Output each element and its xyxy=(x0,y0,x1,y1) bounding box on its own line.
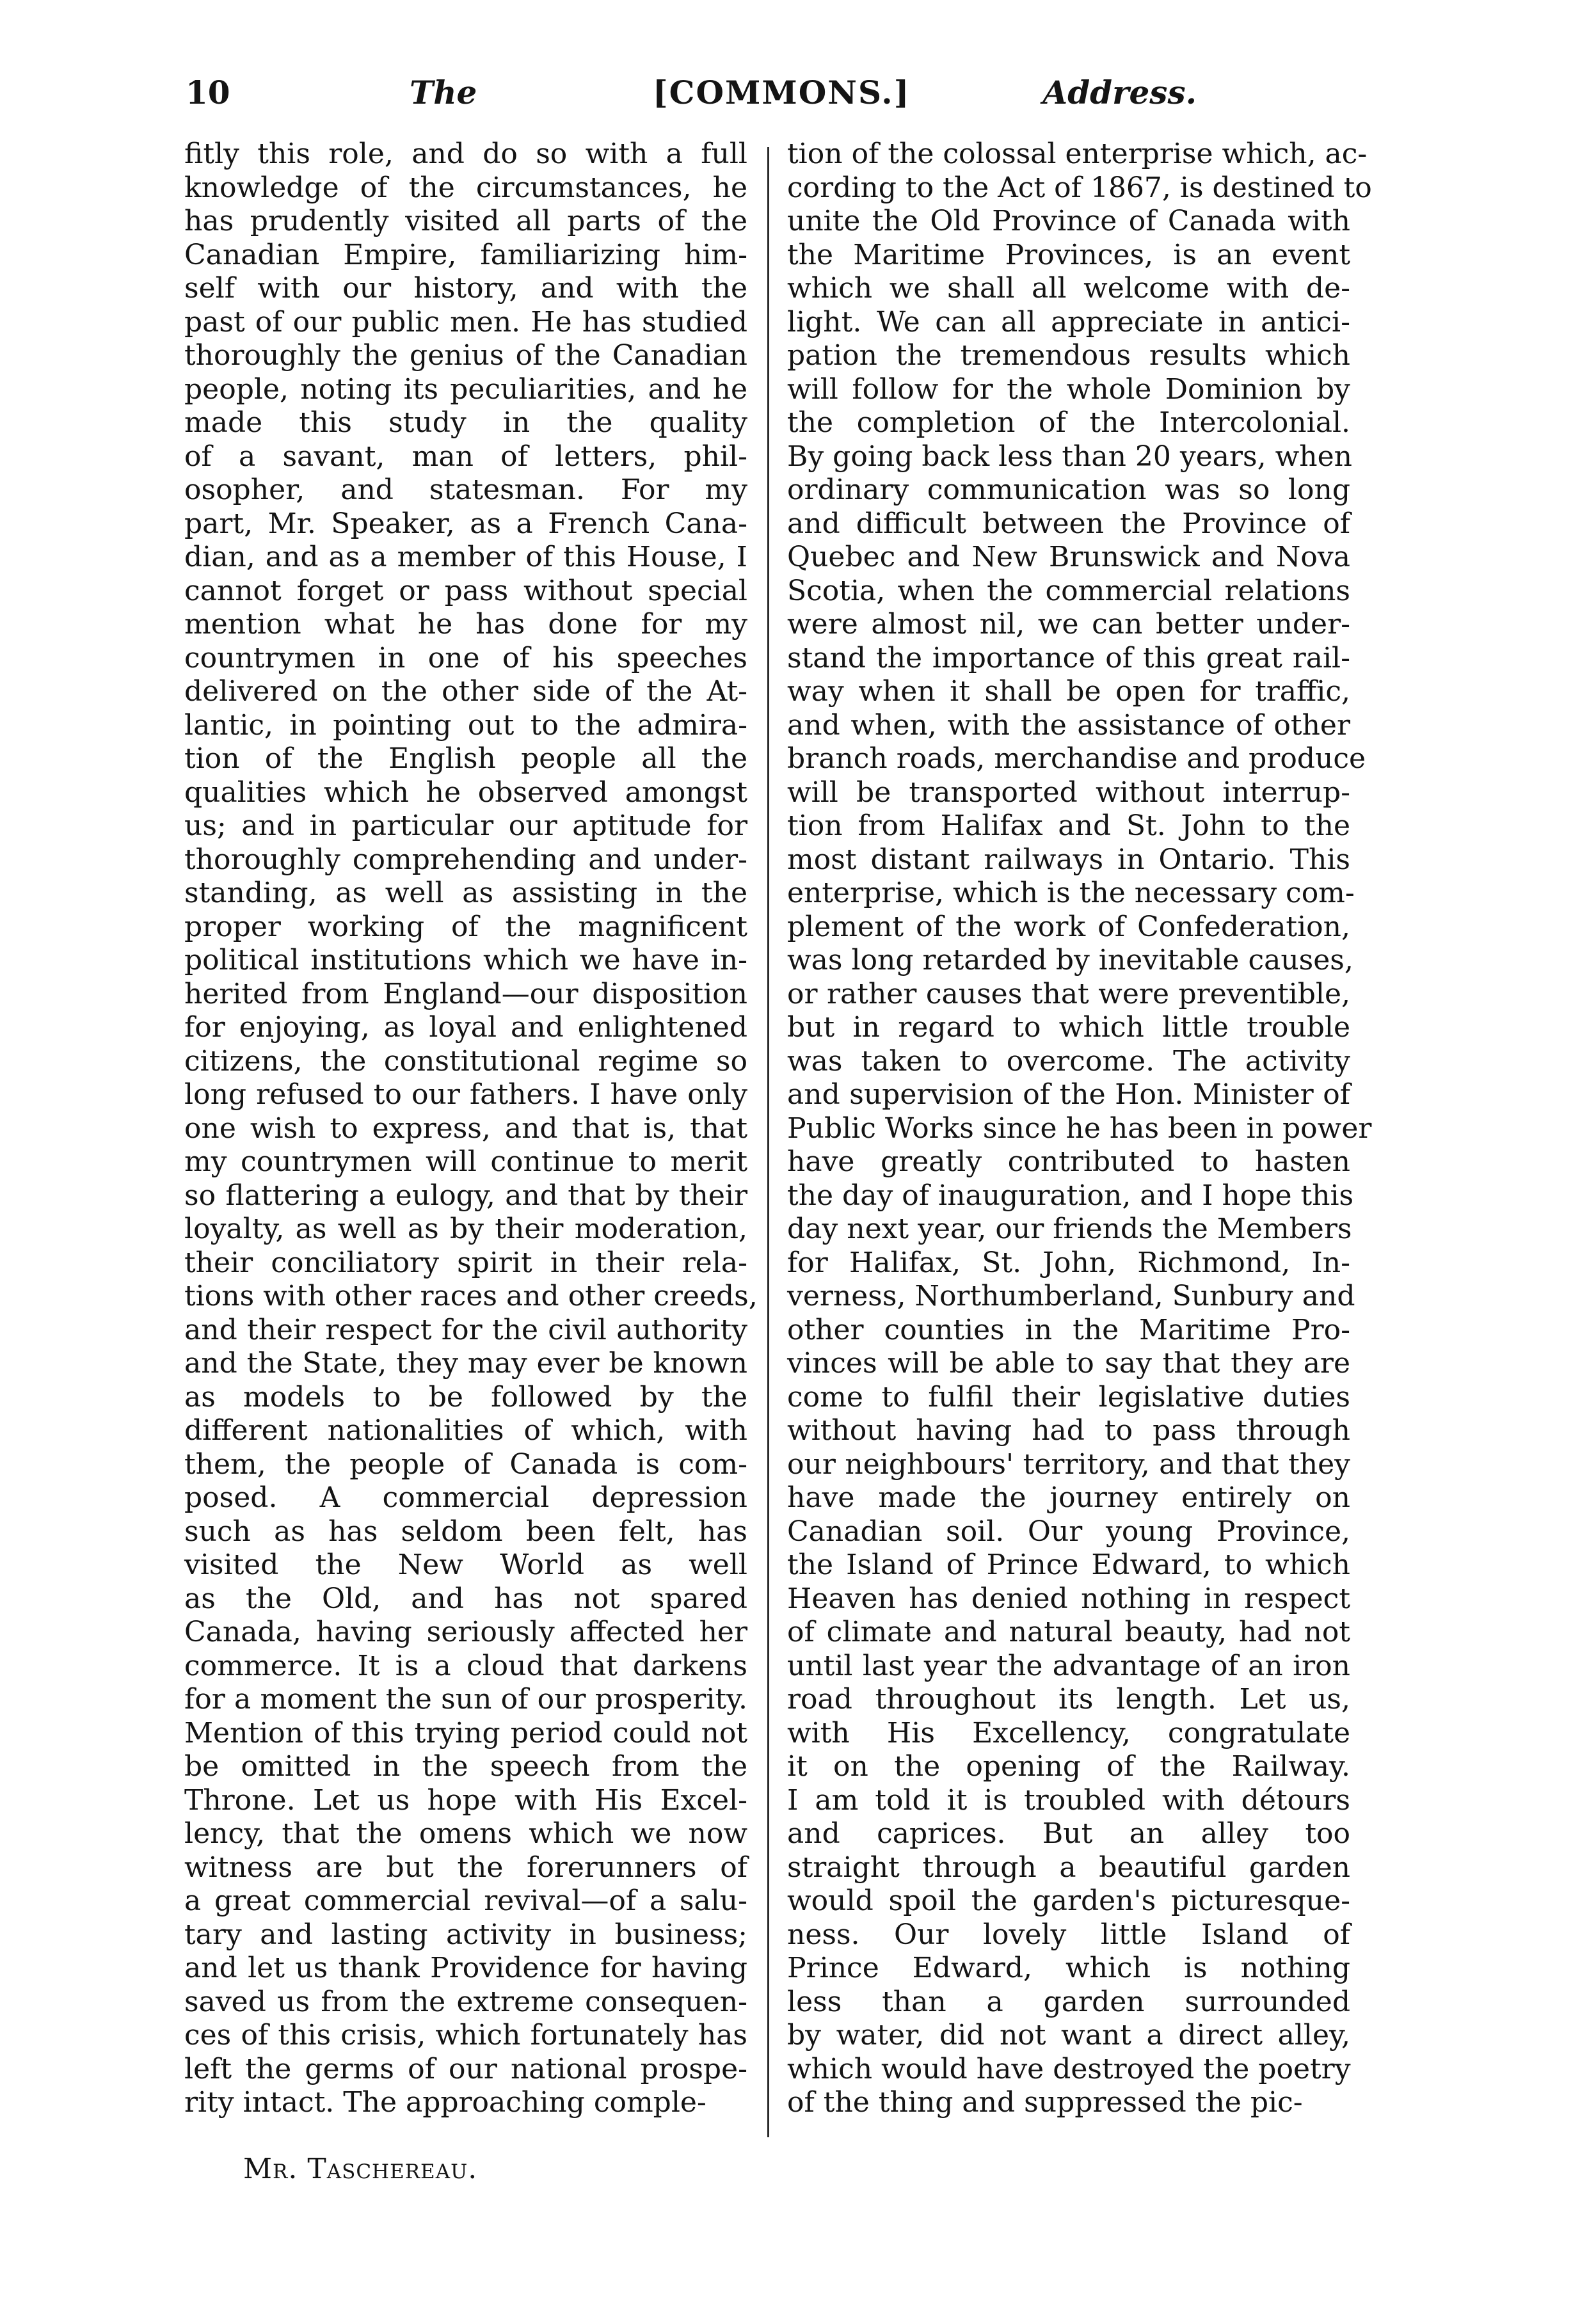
text-line: and caprices. But an alley too xyxy=(787,1817,1350,1850)
text-line: have greatly contributed to hasten xyxy=(787,1145,1350,1178)
text-line: stand the importance of this great rail- xyxy=(787,641,1350,674)
text-line: rity intact. The approaching comple- xyxy=(184,2086,706,2119)
text-line: left the germs of our national prospe- xyxy=(184,2052,747,2085)
speaker-signature: Mr. Taschereau. xyxy=(243,2153,478,2185)
text-line: ness. Our lovely little Island of xyxy=(787,1918,1350,1951)
text-line: herited from England—our disposition xyxy=(184,977,747,1010)
text-line: be omitted in the speech from the xyxy=(184,1750,747,1783)
text-line: of a savant, man of letters, phil- xyxy=(184,440,747,473)
text-line: cording to the Act of 1867, is destined to xyxy=(787,171,1372,204)
text-line: such as has seldom been felt, has xyxy=(184,1515,747,1548)
text-line: us; and in particular our aptitude for xyxy=(184,809,747,842)
text-line: the day of inauguration, and I hope this xyxy=(787,1179,1354,1212)
left-column xyxy=(184,138,758,2120)
text-line: and let us thank Providence for having xyxy=(184,1952,747,1984)
text-line: Scotia, when the commercial relations xyxy=(787,574,1350,607)
text-line: of the thing and suppressed the pic- xyxy=(787,2086,1303,2119)
text-line: as the Old, and has not spared xyxy=(184,1582,747,1615)
text-line: By going back less than 20 years, when xyxy=(787,440,1352,473)
text-line: which would have destroyed the poetry xyxy=(787,2052,1351,2085)
text-line: standing, as well as assisting in the xyxy=(184,877,747,909)
text-line: one wish to express, and that is, that xyxy=(184,1112,747,1145)
text-line: Canadian soil. Our young Province, xyxy=(787,1515,1350,1548)
text-line: was long retarded by inevitable causes, xyxy=(787,944,1353,976)
text-line: I am told it is troubled with détours xyxy=(787,1783,1350,1817)
text-line: but in regard to which little trouble xyxy=(787,1011,1350,1044)
text-line: would spoil the garden's picturesque- xyxy=(787,1885,1350,1917)
text-line: Throne. Let us hope with His Excel- xyxy=(184,1783,747,1817)
text-line: road throughout its length. Let us, xyxy=(787,1683,1350,1716)
text-line: Prince Edward, which is nothing xyxy=(787,1952,1350,1984)
text-line: for enjoying, as loyal and enlightened xyxy=(184,1011,747,1044)
text-line: Canada, having seriously affected her xyxy=(184,1616,747,1648)
text-line: qualities which he observed amongst xyxy=(184,776,747,809)
text-line: other counties in the Maritime Pro- xyxy=(787,1313,1350,1346)
running-title-left: The xyxy=(410,74,477,111)
text-line: it on the opening of the Railway. xyxy=(787,1750,1350,1783)
text-line: citizens, the constitutional regime so xyxy=(184,1044,747,1078)
text-line: were almost nil, we can better under- xyxy=(787,608,1350,641)
text-line: part, Mr. Speaker, as a French Cana- xyxy=(184,507,747,540)
text-line: fitly this role, and do so with a full xyxy=(184,138,747,170)
text-line: lantic, in pointing out to the admira- xyxy=(184,708,747,742)
text-line: Quebec and New Brunswick and Nova xyxy=(787,541,1350,573)
text-line: the completion of the Intercolonial. xyxy=(787,406,1350,439)
text-line: countrymen in one of his speeches xyxy=(184,641,747,674)
text-line: people, noting its peculiarities, and he xyxy=(184,372,747,406)
text-line: long refused to our fathers. I have only xyxy=(184,1078,747,1111)
text-line: the Maritime Provinces, is an event xyxy=(787,238,1350,271)
text-line: which we shall all welcome with de- xyxy=(787,272,1350,305)
text-line: come to fulfil their legislative duties xyxy=(787,1380,1350,1414)
text-line: for a moment the sun of our prosperity. xyxy=(184,1683,747,1716)
text-line: will follow for the whole Dominion by xyxy=(787,372,1350,406)
text-line: less than a garden surrounded xyxy=(787,1985,1350,2018)
text-line: unite the Old Province of Canada with xyxy=(787,205,1350,237)
text-line: Heaven has denied nothing in respect xyxy=(787,1582,1350,1615)
text-line: enterprise, which is the necessary com- xyxy=(787,877,1355,909)
text-line: Mention of this trying period could not xyxy=(184,1716,747,1749)
text-line: without having had to pass through xyxy=(787,1414,1350,1447)
text-line: straight through a beautiful garden xyxy=(787,1851,1350,1884)
text-line: the Island of Prince Edward, to which xyxy=(787,1549,1350,1581)
text-line: branch roads, merchandise and produce xyxy=(787,742,1366,775)
text-line: dian, and as a member of this House, I xyxy=(184,541,747,573)
text-line: thoroughly the genius of the Canadian xyxy=(184,339,747,372)
text-line: visited the New World as well xyxy=(184,1549,747,1581)
text-line: lency, that the omens which we now xyxy=(184,1817,747,1850)
text-line: witness are but the forerunners of xyxy=(184,1851,747,1884)
running-title-right: Address. xyxy=(1042,74,1197,111)
text-line: vinces will be able to say that they are xyxy=(787,1347,1350,1380)
text-line: their conciliatory spirit in their rela- xyxy=(184,1246,747,1279)
text-line: tions with other races and other creeds, xyxy=(184,1280,758,1312)
text-line: thoroughly comprehending and under- xyxy=(184,843,747,876)
text-line: loyalty, as well as by their moderation, xyxy=(184,1213,747,1245)
text-line: proper working of the magnificent xyxy=(184,910,747,943)
text-line: light. We can all appreciate in antici- xyxy=(787,305,1350,339)
text-line: pation the tremendous results which xyxy=(787,339,1350,372)
text-line: tion of the English people all the xyxy=(184,742,747,775)
text-line: posed. A commercial depression xyxy=(184,1481,747,1514)
text-line: saved us from the extreme consequen- xyxy=(184,1985,747,2018)
text-line: day next year, our friends the Members xyxy=(787,1213,1352,1245)
text-line: political institutions which we have in- xyxy=(184,944,747,976)
text-line: commerce. It is a cloud that darkens xyxy=(184,1649,747,1682)
house-label: [COMMONS.] xyxy=(653,74,911,111)
text-line: my countrymen will continue to merit xyxy=(184,1145,747,1178)
text-line: and when, with the assistance of other xyxy=(787,708,1350,742)
text-line: has prudently visited all parts of the xyxy=(184,205,747,237)
text-line: ordinary communication was so long xyxy=(787,474,1350,506)
text-line: cannot forget or pass without special xyxy=(184,574,747,607)
text-line: as models to be followed by the xyxy=(184,1380,747,1414)
text-line: of climate and natural beauty, had not xyxy=(787,1616,1350,1648)
text-line: so flattering a eulogy, and that by their xyxy=(184,1179,747,1212)
text-line: our neighbours' territory, and that they xyxy=(787,1447,1350,1481)
text-line: with His Excellency, congratulate xyxy=(787,1716,1350,1749)
text-line: verness, Northumberland, Sunbury and xyxy=(787,1280,1355,1312)
text-line: mention what he has done for my xyxy=(184,608,747,641)
text-line: a great commercial revival—of a salu- xyxy=(184,1885,747,1917)
text-line: and difficult between the Province of xyxy=(787,507,1350,540)
page-number: 10 xyxy=(186,74,230,111)
text-line: different nationalities of which, with xyxy=(184,1414,747,1447)
right-column xyxy=(787,138,1372,2120)
text-line: or rather causes that were preventible, xyxy=(787,977,1350,1010)
text-line: osopher, and statesman. For my xyxy=(184,474,747,506)
text-line: plement of the work of Confederation, xyxy=(787,910,1350,943)
text-line: and their respect for the civil authority xyxy=(184,1313,747,1346)
text-line: was taken to overcome. The activity xyxy=(787,1044,1350,1078)
text-line: tion of the colossal enterprise which, ac- xyxy=(787,138,1368,170)
text-line: Canadian Empire, familiarizing him- xyxy=(184,238,747,271)
text-line: will be transported without interrup- xyxy=(787,776,1350,809)
text-line: them, the people of Canada is com- xyxy=(184,1447,747,1481)
text-line: until last year the advantage of an iron xyxy=(787,1649,1350,1682)
text-line: Public Works since he has been in power xyxy=(787,1112,1372,1145)
text-line: knowledge of the circumstances, he xyxy=(184,171,747,204)
text-line: by water, did not want a direct alley, xyxy=(787,2019,1350,2052)
text-line: tary and lasting activity in business; xyxy=(184,1918,747,1951)
text-line: most distant railways in Ontario. This xyxy=(787,843,1350,876)
text-line: have made the journey entirely on xyxy=(787,1481,1350,1514)
text-line: and the State, they may ever be known xyxy=(184,1347,747,1380)
column-divider xyxy=(767,147,769,2137)
text-line: delivered on the other side of the At- xyxy=(184,675,747,708)
text-line: tion from Halifax and St. John to the xyxy=(787,809,1350,842)
page-header xyxy=(186,67,1197,118)
text-line: and supervision of the Hon. Minister of xyxy=(787,1078,1350,1111)
text-line: ces of this crisis, which fortunately has xyxy=(184,2019,747,2052)
text-line: way when it shall be open for traffic, xyxy=(787,675,1350,708)
text-line: made this study in the quality xyxy=(184,406,747,439)
text-line: past of our public men. He has studied xyxy=(184,305,747,339)
text-line: for Halifax, St. John, Richmond, In- xyxy=(787,1246,1350,1279)
text-line: self with our history, and with the xyxy=(184,272,747,305)
